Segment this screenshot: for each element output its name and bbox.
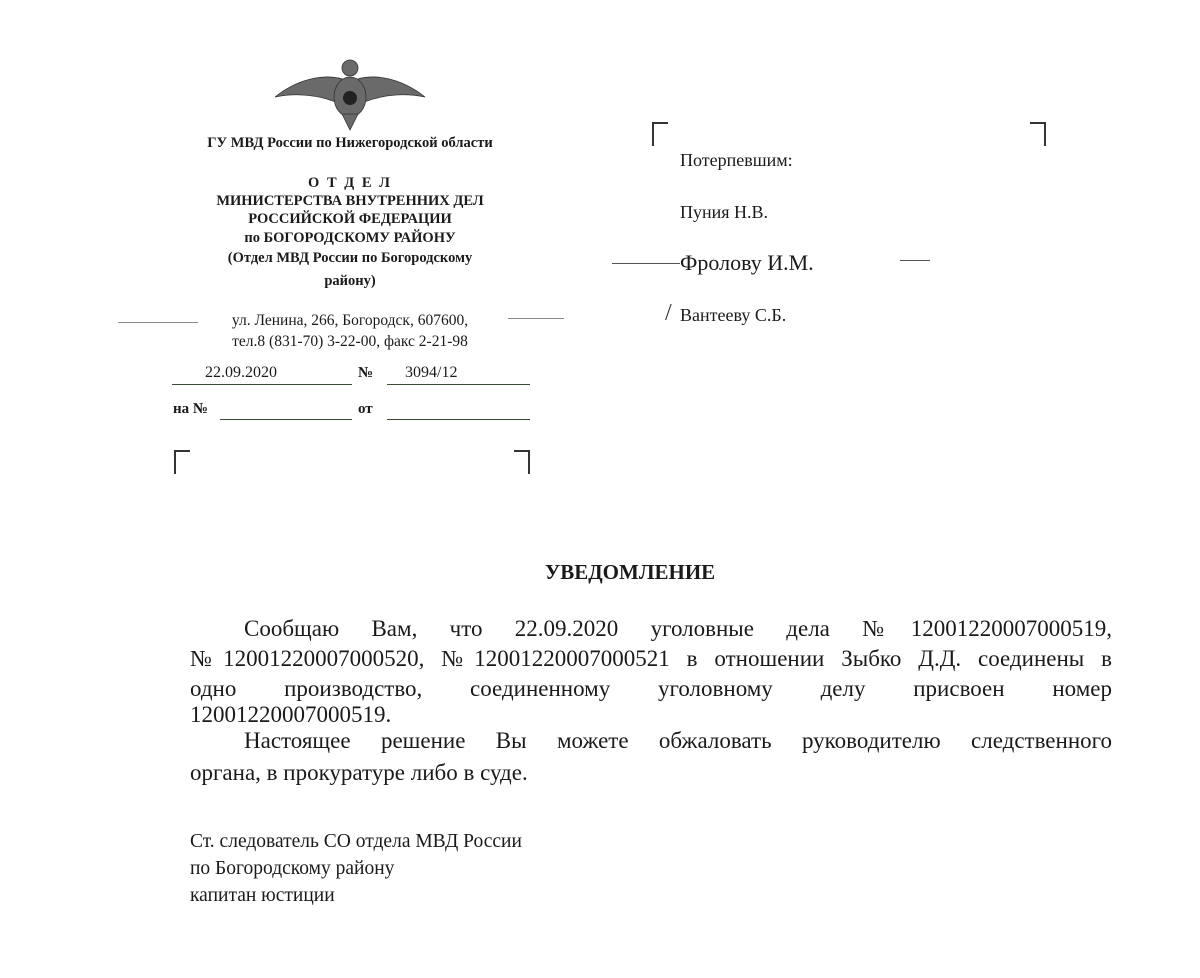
parent-org: ГУ МВД России по Нижегородской области	[207, 135, 493, 151]
dept-line: МИНИСТЕРСТВА ВНУТРЕННИХ ДЕЛ	[216, 193, 484, 209]
dept-line: (Отдел МВД России по Богородскому	[227, 250, 473, 266]
letter-number: 3094/12	[405, 364, 458, 381]
dept-line: по БОГОРОДСКОМУ РАЙОНУ	[244, 230, 456, 246]
notice-line: 12001220007000519.	[190, 702, 392, 727]
dept-line: РОССИЙСКОЙ ФЕДЕРАЦИИ	[248, 211, 452, 227]
notice-line: Сообщаю Вам, что 22.09.2020 уголовные дела №12001220007000519,	[244, 616, 1112, 641]
recipient-name: Фролову И.М.	[680, 250, 814, 275]
address: ул. Ленина, 266, Богородск, 607600,	[231, 312, 469, 329]
emblem-icon	[270, 52, 430, 132]
dept-line: району)	[324, 273, 376, 289]
signature-line: по Богородскому району	[190, 858, 395, 879]
notice-line: №12001220007000520, №12001220007000521 в отношении Зыбко Д.Д. соединены в	[190, 646, 1112, 671]
notice-title: УВЕДОМЛЕНИЕ	[544, 560, 716, 584]
recipient-name: Вантееву С.Б.	[680, 305, 787, 325]
recipient-name: Пуния Н.В.	[680, 202, 769, 222]
notice-line: одно производство, соединенному уголовному делу присвоен номер	[190, 676, 1112, 701]
letter-date: 22.09.2020	[205, 364, 277, 381]
phone: тел.8 (831-70) 3-22-00, факс 2-21-98	[232, 333, 468, 350]
from-label: от	[358, 401, 373, 417]
recipients-label: Потерпевшим:	[680, 150, 793, 170]
notice-line: органа, в прокуратуре либо в суде.	[190, 760, 528, 785]
dept-line: О Т Д Е Л	[308, 175, 392, 191]
signature-line: Ст. следователь СО отдела МВД России	[190, 831, 522, 852]
ref-label: на №	[173, 401, 208, 417]
notice-line: Настоящее решение Вы можете обжаловать руководителю следственного	[244, 728, 1112, 753]
signature-line: капитан юстиции	[190, 885, 335, 906]
number-label: №	[358, 365, 374, 381]
